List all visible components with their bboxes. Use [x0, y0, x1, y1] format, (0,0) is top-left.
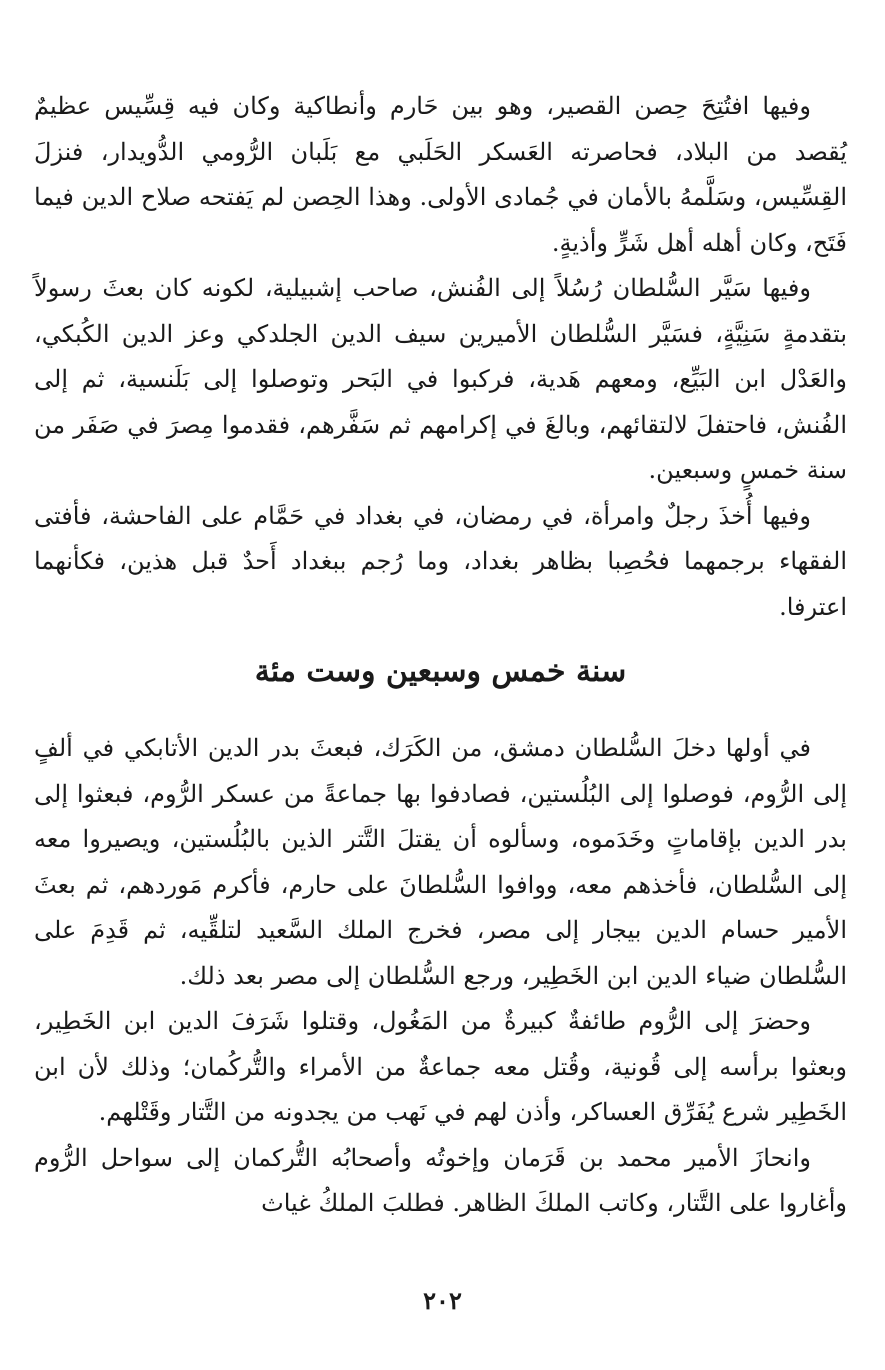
- paragraph: وفيها افتُتِحَ حِصن القصير، وهو بين حَارم وأنطاكية وكان فيه قِسِّيس عظيمٌ يُقصد من البلاد، فحاصرته العَسكر الحَلَبي مع بَلَبان الرُّومي الدُّويدار، فنزلَ القِسِّيس، وسَلَّمهُ بالأمان في جُمادى الأولى. وهذا الحِصن لم يَفتحه صلاح الدين فيما فَتَح، وكان أهله أهل شَرٍّ وأذيةٍ.: [34, 92, 847, 257]
- paragraph: وحضرَ إلى الرُّوم طائفةٌ كبيرةٌ من المَغُول، وقتلوا شَرَفَ الدين ابن الخَطِير، وبعثوا برأسه إلى قُونية، وقُتل معه جماعةٌ من الأمراء والتُّركُمان؛ وذلك لأن ابن الخَطِير شرع يُفَرِّق العساكر، وأذن لهم في نَهب من يجدونه من التَّتار وقَتْلهم.: [34, 1007, 847, 1126]
- paragraph: وانحازَ الأمير محمد بن قَرَمان وإخوتُه وأصحابُه التُّركمان إلى سواحل الرُّوم وأغاروا على التَّتار، وكاتب الملكَ الظاهر. فطلبَ الملكُ غياث: [34, 1143, 847, 1217]
- page-content: [34, 84, 847, 1227]
- page-number: ٢٠٢: [423, 1286, 462, 1315]
- paragraph: في أولها دخلَ السُّلطان دمشق، من الكَرَك، فبعثَ بدر الدين الأتابكي في ألفٍ إلى الرُّوم، فوصلوا إلى البُلُستين، فصادفوا بها جماعةً من عسكر الرُّوم، فبعثوا إلى بدر الدين بإقاماتٍ وخَدَموه، وسألوه أن يقتلَ التَّتر الذين بالبُلُستين، ويصيروا معه إلى السُّلطان، فأخذهم معه، ووافوا السُّلطانَ على حارم، فأكرم مَوردهم، ثم بعثَ الأمير حسام الدين بيجار إلى مصر، فخرج الملك السَّعيد لتلقِّيه، ثم قَدِمَ على السُّلطان ضياء الدين ابن الخَطِير، ورجع السُّلطان إلى مصر بعد ذلك.: [34, 734, 847, 990]
- paragraph: وفيها أُخذَ رجلٌ وامرأة، في رمضان، في بغداد في حَمَّام على الفاحشة، فأفتى الفقهاء برجمهما فحُصِبا بظاهر بغداد، وما رُجم ببغداد أَحدٌ قبل هذين، فكأنهما اعترفا.: [34, 501, 847, 621]
- section-title: سنة خمس وسبعين وست مئة: [254, 654, 627, 689]
- paragraph: وفيها سَيَّر السُّلطان رُسُلاً إلى الفُنش، صاحب إشبيلية، لكونه كان بعثَ رسولاً بتقدمةٍ سَنِيَّةٍ، فسَيَّر السُّلطان الأميرين سيف الدين الجلدكي وعز الدين الكُبكي، والعَدْل ابن البَيِّع، ومعهم هَدية، فركبوا في البَحر وتوصلوا إلى بَلَنسية، ثم إلى الفُنش، فاحتفلَ لالتقائهم، وبالغَ في إكرامهم ثم سَفَّرهم، فقدموا مِصرَ في صَفَر من سنة خمسٍ وسبعين.: [34, 274, 847, 484]
